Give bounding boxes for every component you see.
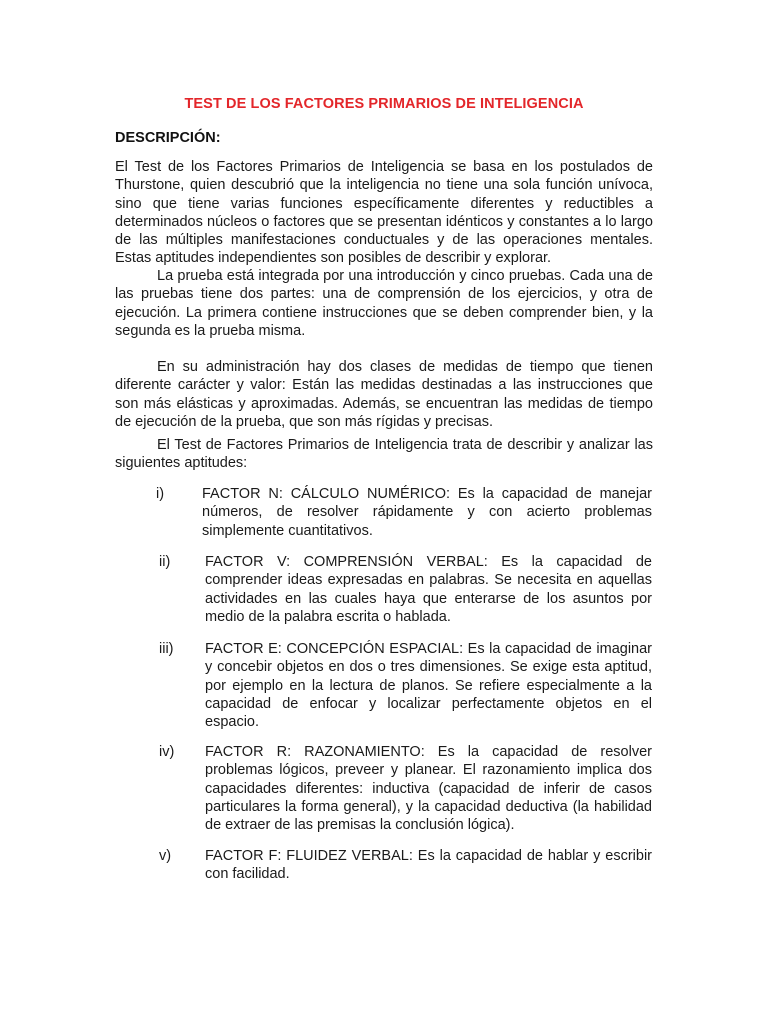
section-heading: DESCRIPCIÓN: [115, 130, 221, 146]
list-item-text: FACTOR F: FLUIDEZ VERBAL: Es la capacidad de hablar y escribir con facilidad. [205, 848, 652, 883]
list-item-text: FACTOR R: RAZONAMIENTO: Es la capacidad de resolver problemas lógicos, preveer y planear. El razonamiento implica dos capacidades diferentes: inductiva (capacidad de inferir de casos particulares la forma general), y la capacidad deductiva (la habilidad de extraer de las premisas la conclusión lógica). [205, 744, 652, 834]
paragraph-timing: En su administración hay dos clases de medidas de tiempo que tienen diferente carácter y valor: Están las medidas destinadas a las instrucciones que son más elásticas y aproximadas. Además, se encuentran las medidas de tiempo de ejecución de la prueba, que son más rígidas y precisas. [115, 359, 653, 430]
list-item-number: i) [156, 486, 165, 502]
paragraph-intro: El Test de los Factores Primarios de Inteligencia se basa en los postulados de Thurstone, quien descubrió que la inteligencia no tiene una sola función unívoca, sino que tiene varias funciones específicamente diferentes y reductibles a determinados núcleos o factores que se presentan idénticos y constantes a lo largo de las múltiples manifestaciones conductuales y de las operaciones mentales. Estas aptitudes independientes son posibles de describir y explorar. [115, 159, 653, 267]
paragraph-aptitudes: El Test de Factores Primarios de Inteligencia trata de describir y analizar las siguientes aptitudes: [115, 437, 653, 472]
list-item-text: FACTOR E: CONCEPCIÓN ESPACIAL: Es la capacidad de imaginar y concebir objetos en dos o tres dimensiones. Se exige esta aptitud, por ejemplo en la lectura de planos. Se refiere especialmente a la capacidad de enfocar y localizar perfectamente objetos en el espacio. [205, 641, 652, 731]
list-item-number: iv) [159, 744, 175, 760]
paragraph-structure: La prueba está integrada por una introducción y cinco pruebas. Cada una de las pruebas tiene dos partes: una de comprensión de los ejercicios, y otra de ejecución. La primera contiene instrucciones que se deben comprender bien, y la segunda es la prueba misma. [115, 268, 653, 339]
list-item-text: FACTOR V: COMPRENSIÓN VERBAL: Es la capacidad de comprender ideas expresadas en palabras. Se necesita en aquellas actividades en las cuales haya que enterarse de los asuntos por medio de la palabra escrita o hablada. [205, 554, 652, 625]
list-item-number: iii) [159, 641, 174, 657]
list-item-number: v) [159, 848, 172, 864]
list-item-number: ii) [159, 554, 171, 570]
document-title: TEST DE LOS FACTORES PRIMARIOS DE INTELIGENCIA [184, 96, 584, 112]
list-item-text: FACTOR N: CÁLCULO NUMÉRICO: Es la capacidad de manejar números, de resolver rápidamente y con acierto problemas simplemente cuantitativos. [202, 486, 652, 539]
